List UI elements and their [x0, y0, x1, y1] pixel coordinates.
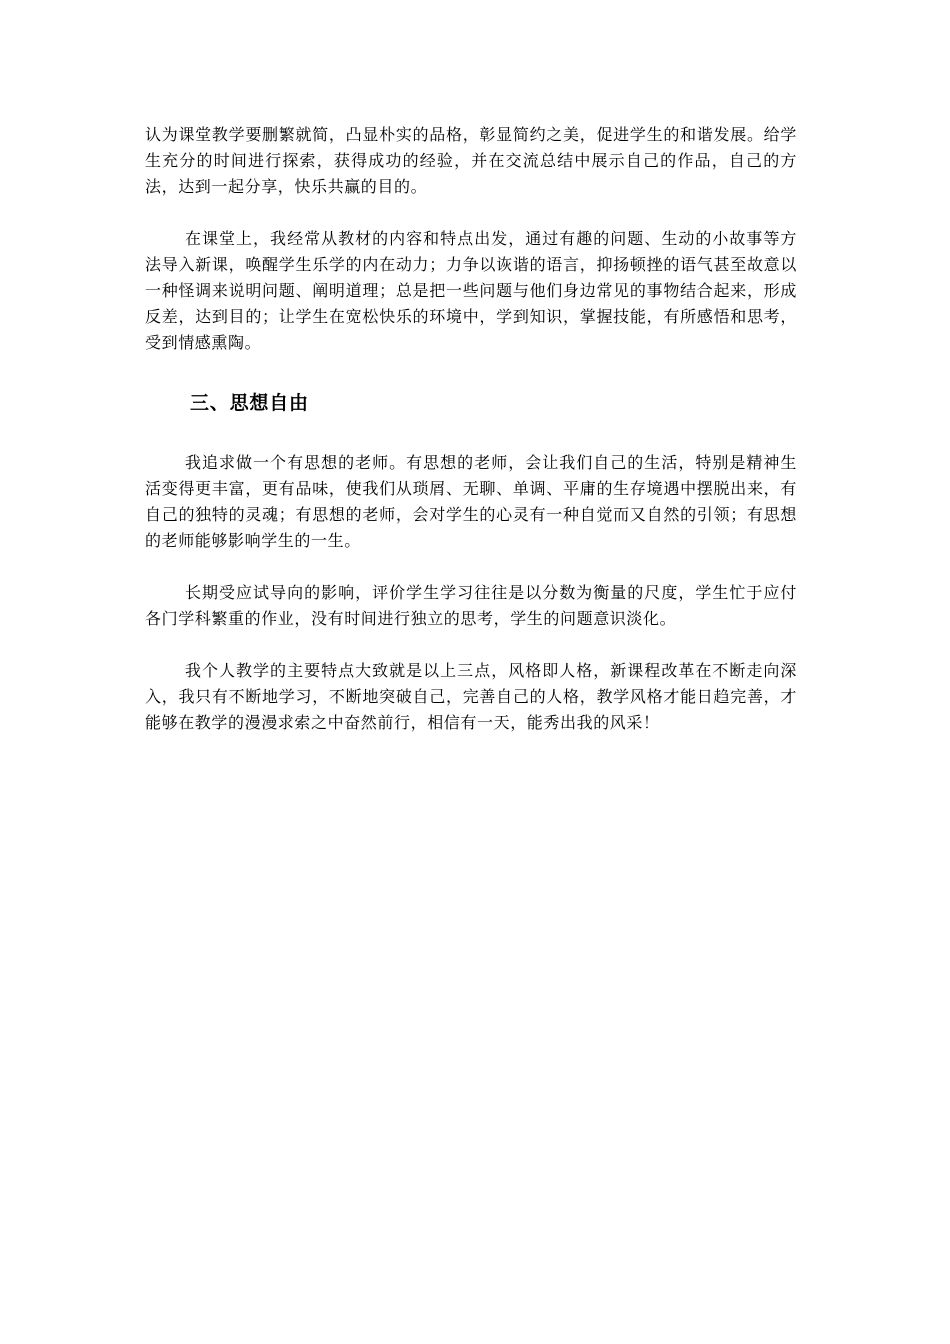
document-page [145, 122, 797, 736]
paragraph-2: 在课堂上，我经常从教材的内容和特点出发，通过有趣的问题、生动的小故事等方法导入新课，唤醒学生乐学的内在动力；力争以诙谐的语言，抑扬顿挫的语气甚至故意以一种怪调来说明问题、阐明道理；总是把一些问题与他们身边常见的事物结合起来，形成反差，达到目的；让学生在宽松快乐的环境中，学到知识，掌握技能，有所感悟和思考，受到情感熏陶。 [145, 229, 797, 352]
paragraph-3: 我追求做一个有思想的老师。有思想的老师，会让我们自己的生活，特别是精神生活变得更丰富，更有品味，使我们从琐屑、无聊、单调、平庸的生存境遇中摆脱出来，有自己的独特的灵魂；有思想的老师，会对学生的心灵有一种自觉而又自然的引领；有思想的老师能够影响学生的一生。 [145, 453, 797, 550]
section-heading: 三、思想自由 [190, 392, 309, 414]
paragraph-5: 我个人教学的主要特点大致就是以上三点，风格即人格，新课程改革在不断走向深入，我只有不断地学习，不断地突破自己，完善自己的人格，教学风格才能日趋完善，才能够在教学的漫漫求索之中奋然前行，相信有一天，能秀出我的风采！ [145, 661, 797, 732]
paragraph-1: 认为课堂教学要删繁就简，凸显朴实的品格，彰显简约之美，促进学生的和谐发展。给学生充分的时间进行探索，获得成功的经验，并在交流总结中展示自己的作品，自己的方法，达到一起分享，快乐共赢的目的。 [145, 125, 797, 196]
paragraph-4: 长期受应试导向的影响，评价学生学习往往是以分数为衡量的尺度，学生忙于应付各门学科繁重的作业，没有时间进行独立的思考，学生的问题意识淡化。 [145, 583, 797, 628]
